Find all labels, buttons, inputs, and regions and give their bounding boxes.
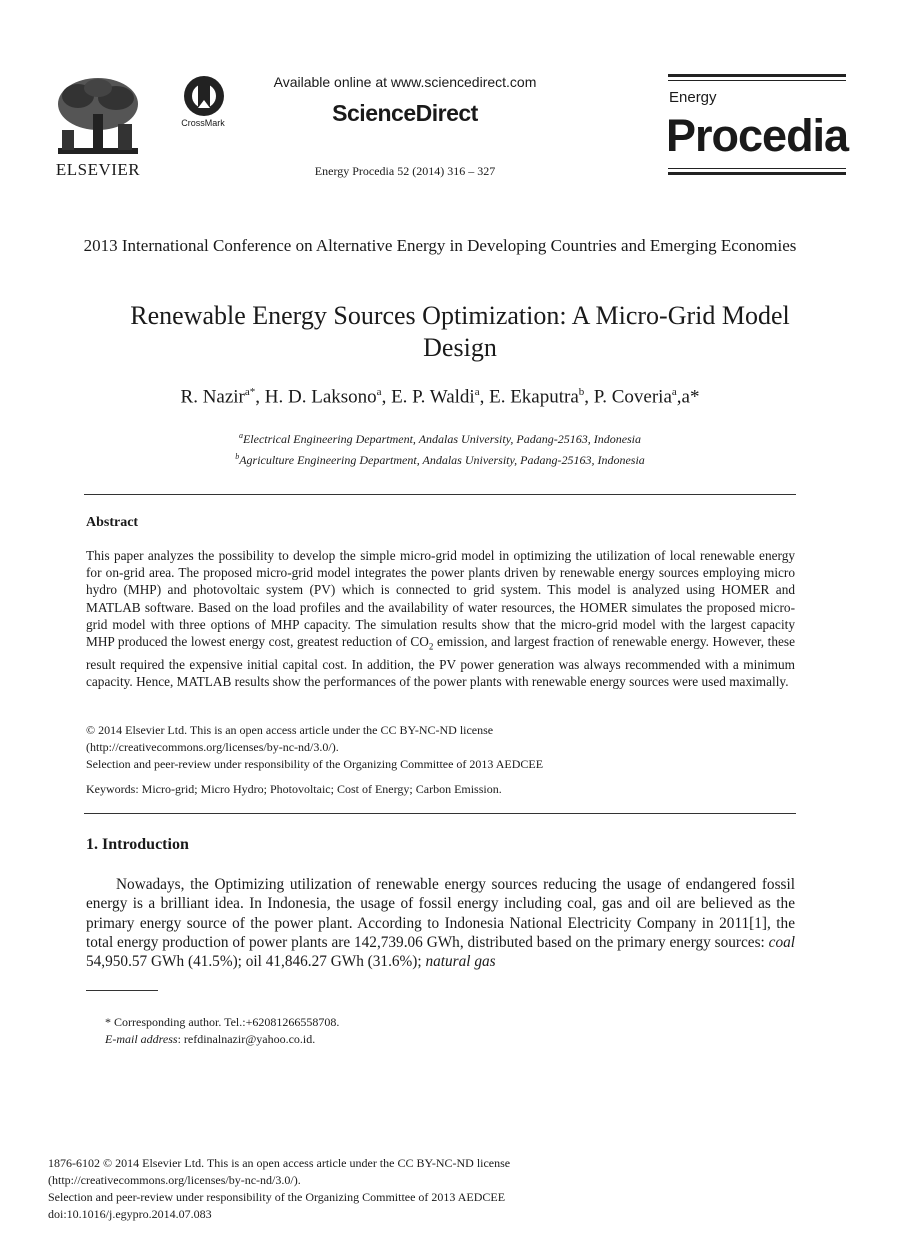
peer-review-line: Selection and peer-review under responsibility of the Organizing Committee of 2013 AEDCEE xyxy=(86,757,544,771)
abstract-heading: Abstract xyxy=(86,515,139,530)
author-affiliation-mark: b xyxy=(578,386,585,398)
intro-paragraph xyxy=(86,875,795,971)
email-address[interactable]: : refdinalnazir@yahoo.co.id. xyxy=(177,1032,316,1046)
intro-text-part: 54,950.57 GWh (41.5%); oil 41,846.27 GWh (31.6%); xyxy=(86,953,426,971)
publisher-name: ELSEVIER xyxy=(55,160,141,179)
co2-subscript: 2 xyxy=(428,641,434,652)
intro-italic: natural gas xyxy=(425,953,496,971)
affiliation-line xyxy=(80,448,800,469)
author-affiliation-mark: a xyxy=(671,386,677,398)
journal-name-small: Energy xyxy=(669,89,717,106)
author-affiliation-mark: a xyxy=(376,386,382,398)
section-heading: 1. Introduction xyxy=(86,836,189,853)
footnote-divider xyxy=(86,990,158,991)
crossmark-label: CrossMark xyxy=(181,118,225,128)
author-name: E. Ekaputra xyxy=(489,386,579,408)
author-tail: ,a* xyxy=(676,386,700,408)
footnote xyxy=(105,1014,795,1048)
divider xyxy=(84,494,796,495)
email-label: E-mail address xyxy=(105,1032,178,1046)
footer-doi[interactable]: doi:10.1016/j.egypro.2014.07.083 xyxy=(48,1207,212,1221)
author-name: E. P. Waldi xyxy=(391,386,475,408)
affiliation-line xyxy=(80,427,800,448)
intro-text-part: Nowadays, the Optimizing utilization of renewable energy sources reducing the usage of endangered fossil energy is a brilliant idea. In Indonesia, the usage of fossil energy including coal, gas and oil are believed as the primary energy source of the power plant. According to Indonesia National Electricity Company in 2011[1], the total energy production of power plants are 142,739.06 GWh, distributed based on the primary energy sources: xyxy=(86,876,795,951)
footer-license-link[interactable]: (http://creativecommons.org/licenses/by-nc-nd/3.0/). xyxy=(48,1173,301,1187)
affiliations xyxy=(80,427,800,469)
affiliation-mark: a xyxy=(238,431,243,440)
affiliation-text: Electrical Engineering Department, Andalas University, Padang-25163, Indonesia xyxy=(242,432,642,446)
author-name: P. Coveria xyxy=(593,386,672,408)
author-affiliation-mark: a* xyxy=(244,386,256,398)
intro-italic: coal xyxy=(768,933,795,951)
available-online-text[interactable]: Available online at www.sciencedirect.com xyxy=(273,74,537,90)
footer-issn: 1876-6102 © 2014 Elsevier Ltd. This is an open access article under the CC BY-NC-ND license xyxy=(48,1156,511,1170)
sciencedirect-logo: ScienceDirect xyxy=(332,100,478,126)
email-line xyxy=(105,1031,795,1048)
journal-name-big: Procedia xyxy=(666,110,849,161)
author-name: R. Nazir xyxy=(180,386,245,408)
keywords: Keywords: Micro-grid; Micro Hydro; Photovoltaic; Cost of Energy; Carbon Emission. xyxy=(86,782,502,796)
license-block xyxy=(86,722,795,773)
affiliation-text: Agriculture Engineering Department, Andalas University, Padang-25163, Indonesia xyxy=(239,453,645,467)
license-line: © 2014 Elsevier Ltd. This is an open access article under the CC BY-NC-ND license xyxy=(86,723,494,737)
conference-name: 2013 International Conference on Alternative Energy in Developing Countries and Emerging Economies xyxy=(83,236,797,255)
abstract-text-part: emission, and largest fraction of renewable energy. However, these result required the expensive initial capital cost. In addition, the PV power generation was always recommended with a minimum capacity. Hence, MATLAB results show the performances of the power plants with renewable energy sources were used maximally. xyxy=(86,634,795,690)
abstract-text xyxy=(86,547,795,690)
corresponding-author: * Corresponding author. Tel.:+62081266558708. xyxy=(105,1015,340,1029)
author-affiliation-mark: a xyxy=(474,386,480,398)
affiliation-mark: b xyxy=(235,452,240,461)
license-link[interactable]: (http://creativecommons.org/licenses/by-nc-nd/3.0/). xyxy=(86,740,339,754)
abstract-text-part: This paper analyzes the possibility to develop the simple micro-grid model in optimizing the utilization of local renewable energy for on-grid area. The proposed micro-grid model integrates the power plants driven by renewable energy sources employing micro hydro (MHP) and photovoltaic system (PV) which is connected to grid system. This model is analyzed using HOMER and MATLAB software. Based on the load profiles and the availability of water resources, the HOMER simulates the proposed micro-grid model with three options of MHP capacity. The simulation results show that the micro-grid model with the largest capacity MHP produced the lowest energy cost, greatest reduction of CO xyxy=(86,548,795,650)
footer-peer-review: Selection and peer-review under responsibility of the Organizing Committee of 2013 AEDCEE xyxy=(48,1190,506,1204)
paper-title: Renewable Energy Sources Optimization: A Micro-Grid Model Design xyxy=(130,301,790,362)
author-name: H. D. Laksono xyxy=(264,386,377,408)
divider xyxy=(84,813,796,814)
page-footer xyxy=(48,1155,748,1223)
author-list: R. Nazir$^{a*}$, H. D. Laksono$^a$, E. P. Waldi$^a$, E. Ekaputra$^b$, P. Coveria$^a$,a* xyxy=(180,386,700,408)
journal-reference: Energy Procedia 52 (2014) 316 – 327 xyxy=(314,164,496,178)
